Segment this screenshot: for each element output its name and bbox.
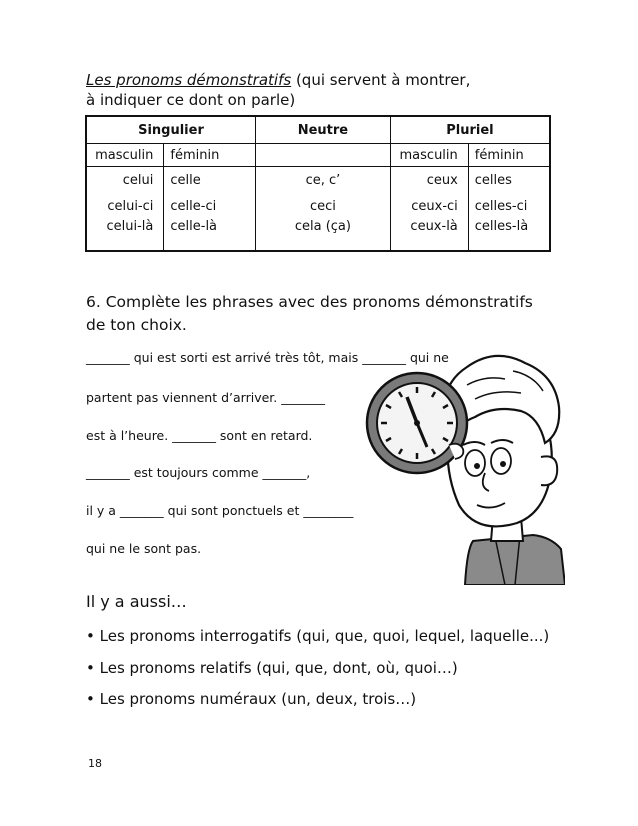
header-pluriel: Pluriel (390, 116, 550, 144)
table-cell: celui (122, 172, 154, 188)
table-cell: ce, c’ (255, 167, 390, 194)
header-singulier: Singulier (86, 116, 255, 144)
sub-masculin-sing: masculin (86, 144, 164, 167)
exercise-line: qui ne le sont pas. (86, 541, 202, 556)
heading-desc-1: (qui servent à montrer, (291, 71, 471, 89)
list-item: • Les pronoms relatifs (qui, que, dont, où, quoi…) (86, 659, 458, 677)
table-cell: celui-là (106, 219, 154, 234)
table-cell: celles-ci (468, 193, 550, 219)
pronouns-table (85, 115, 551, 252)
table-subheader-row (86, 144, 550, 167)
table-cell: celle-là (164, 219, 256, 251)
header-neutre: Neutre (255, 116, 390, 144)
section-heading (86, 70, 566, 110)
list-item: • Les pronoms interrogatifs (qui, que, quoi, lequel, laquelle...) (86, 627, 550, 645)
exercise-line: _______ est toujours comme _______, (86, 465, 311, 480)
sub-masculin-plur: masculin (390, 144, 468, 167)
exercise-line: _______ qui est sorti est arrivé très tôt, mais _______ qui ne (86, 350, 449, 365)
table-cell: celle-ci (164, 193, 256, 219)
table-cell: celui-ci (107, 198, 154, 214)
table-cell: ceux-là (390, 219, 468, 251)
clock-man-illustration (355, 345, 565, 585)
page-number: 18 (88, 757, 102, 770)
sub-feminin-plur: féminin (468, 144, 550, 167)
exercise-line: partent pas viennent d’arriver. _______ (86, 390, 325, 405)
sub-feminin-sing: féminin (164, 144, 256, 167)
heading-desc-2: à indiquer ce dont on parle) (86, 91, 296, 109)
table-cell: cela (ça) (255, 219, 390, 251)
table-cell: ceux (390, 167, 468, 194)
list-item: • Les pronoms numéraux (un, deux, trois…) (86, 690, 417, 708)
table-row (86, 219, 550, 251)
exercise-line: est à l’heure. _______ sont en retard. (86, 428, 313, 443)
also-title: Il y a aussi… (86, 592, 187, 611)
heading-title: Les pronoms démonstratifs (86, 71, 292, 89)
exercise-title: 6. Complète les phrases avec des pronoms démonstratifs de ton choix. (86, 293, 533, 334)
table-header-row (86, 116, 550, 144)
table-cell: ceux-ci (390, 193, 468, 219)
table-cell: celle (164, 167, 256, 194)
table-cell: ceci (255, 193, 390, 219)
table-cell: celles-là (468, 219, 550, 251)
sub-neutre-empty (255, 144, 390, 167)
exercise-line: il y a _______ qui sont ponctuels et ________ (86, 503, 354, 518)
table-cell: celles (468, 167, 550, 194)
table-row (86, 167, 550, 194)
table-row (86, 193, 550, 219)
